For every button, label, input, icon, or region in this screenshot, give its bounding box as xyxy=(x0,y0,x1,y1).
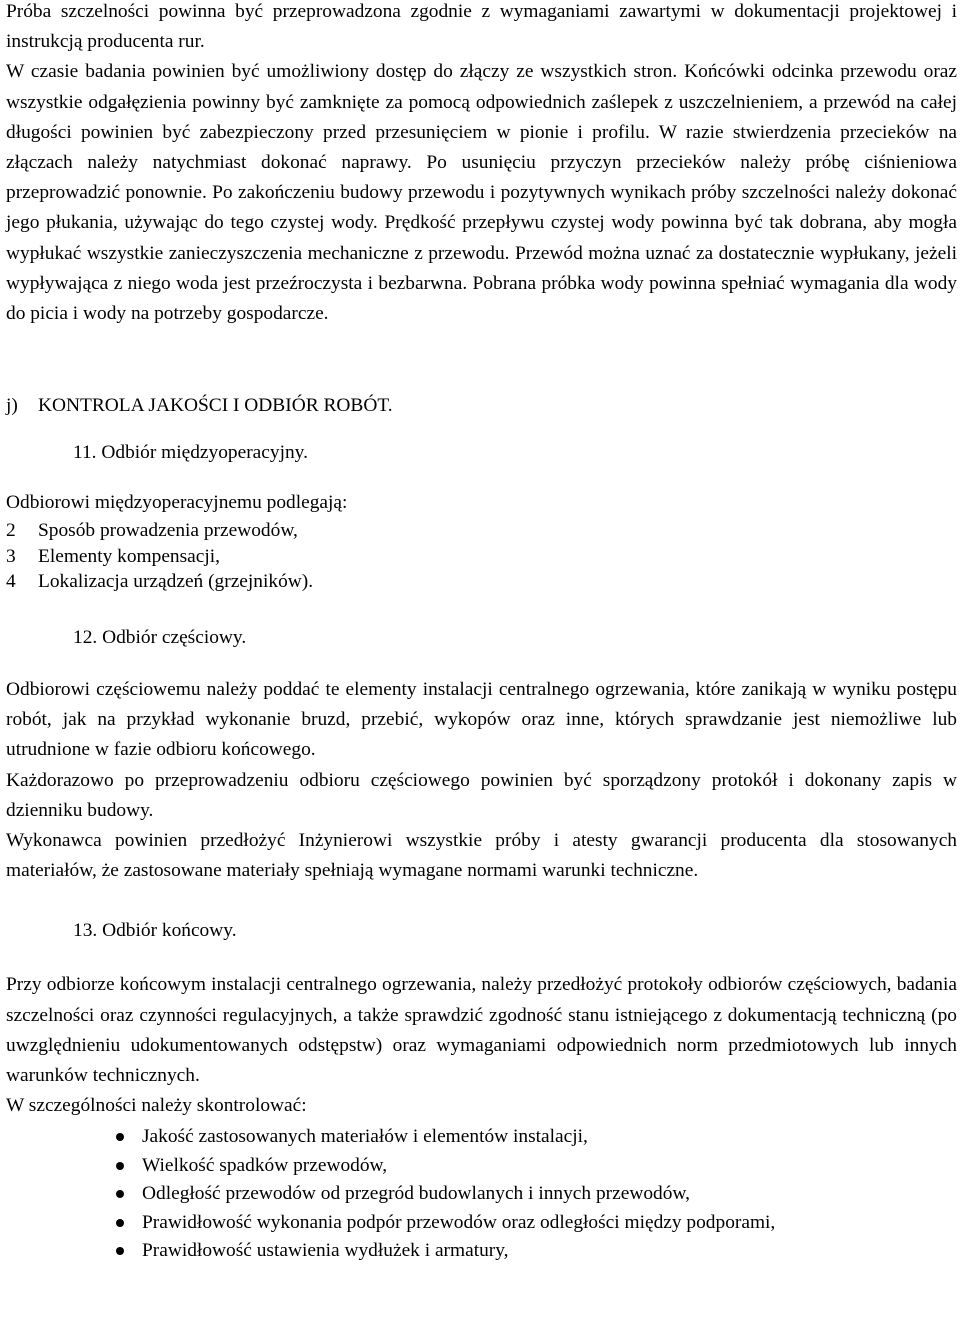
bullet-text: Prawidłowość wykonania podpór przewodów oraz odległości między podporami, xyxy=(142,1211,776,1233)
bullet-item xyxy=(6,1180,957,1208)
list-text: Sposób prowadzenia przewodów, xyxy=(38,520,298,542)
spacer xyxy=(6,468,957,488)
subheading-12: 12. Odbiór częściowy. xyxy=(73,626,247,648)
paragraph-test-procedure: W czasie badania powinien być umożliwiony dostęp do złączy ze wszystkich stron. Końcówki odcinka przewodu oraz wszystkie odgałęzienia powinny być zamknięte za pomocą odpowiednich zaślepek z uszczelnieniem, a przewód na całej długości powinien być zabezpieczony przed przesunięciem w pionie i profilu. W razie stwierdzenia przecieków na złączach należy natychmiast dokonać naprawy. Po usunięciu przyczyn przecieków należy próbę ciśnieniowa przeprowadzić ponownie. Po zakończeniu budowy przewodu i pozytywnych wynikach próby szczelności należy dokonać jego płukania, używając do tego czystej wody. Prędkość przepływu czystej wody powinna być tak dobrana, aby mogła wypłukać wszystkie zanieczyszczenia mechaniczne z przewodu. Przewód można uznać za dostatecznie wypłukany, jeżeli wypływająca z niego woda jest przeźroczysta i bezbarwna. Pobrana próbka wody powinna spełniać wymagania dla wody do picia i wody na potrzeby gospodarcze. xyxy=(6,61,957,325)
paragraph-12-protocol: Każdorazowo po przeprowadzeniu odbioru częściowego powinien być sporządzony protokół i dokonany zapis w dzienniku budowy. xyxy=(6,769,957,821)
document-page xyxy=(6,0,957,1265)
list-number: 4 xyxy=(6,571,16,593)
list-number: 2 xyxy=(6,520,16,542)
subheading-13: 13. Odbiór końcowy. xyxy=(73,920,237,942)
spacer xyxy=(6,886,957,916)
bullet-list-13 xyxy=(6,1123,957,1265)
list-number: 3 xyxy=(6,545,16,567)
bullet-item xyxy=(6,1152,957,1180)
list-item xyxy=(6,569,957,595)
section-heading-j xyxy=(6,391,957,421)
section-title: KONTROLA JAKOŚCI I ODBIÓR ROBÓT. xyxy=(38,395,393,417)
paragraph-13-final: Przy odbiorze końcowym instalacji centralnego ogrzewania, należy przedłożyć protokoły odbiorów częściowych, badania szczelności oraz czynności regulacyjnych, a także sprawdzić zgodność stanu istniejącego z dokumentacją techniczną (po uwzględnieniu udokumentowanych odstępstw) oraz wymaganiami odpowiednich norm przedmiotowych lub innych warunków technicznych. xyxy=(6,974,957,1086)
numbered-list-11 xyxy=(6,518,957,595)
spacer xyxy=(6,595,957,623)
paragraph-12-partial: Odbiorowi częściowemu należy poddać te elementy instalacji centralnego ogrzewania, które zanikają w wyniku postępu robót, jak na przykład wykonanie bruzd, przebić, wykopów oraz inne, których sprawdzanie jest niemożliwe lub utrudnione w fazie odbioru końcowego. xyxy=(6,678,957,761)
intro-13: W szczególności należy skontrolować: xyxy=(6,1095,307,1117)
spacer xyxy=(6,946,957,970)
subheading-11: 11. Odbiór międzyoperacyjny. xyxy=(73,442,308,464)
paragraph-pressure-test: Próba szczelności powinna być przeprowadzona zgodnie z wymaganiami zawartymi w dokumentacji projektowej i instrukcją producenta rur. xyxy=(6,1,957,53)
spacer xyxy=(6,421,957,438)
list-text: Elementy kompensacji, xyxy=(38,545,221,567)
bullet-text: Jakość zastosowanych materiałów i elementów instalacji, xyxy=(142,1126,588,1148)
bullet-item xyxy=(6,1123,957,1151)
list-item xyxy=(6,544,957,570)
bullet-text: Prawidłowość ustawienia wydłużek i armatury, xyxy=(142,1240,509,1261)
list-item xyxy=(6,518,957,544)
paragraph-12-certificates: Wykonawca powinien przedłożyć Inżynierowi wszystkie próby i atesty gwarancji producenta dla stosowanych materiałów, że zastosowane materiały spełniają wymagane normami warunki techniczne. xyxy=(6,829,957,882)
section-marker: j) xyxy=(6,395,18,417)
bullet-text: Odległość przewodów od przegród budowlanych i innych przewodów, xyxy=(142,1183,690,1205)
list-text: Lokalizacja urządzeń (grzejników). xyxy=(38,571,314,593)
bullet-item xyxy=(6,1237,957,1265)
spacer xyxy=(6,653,957,675)
bullet-item xyxy=(6,1209,957,1237)
bullet-text: Wielkość spadków przewodów, xyxy=(142,1154,388,1176)
spacer xyxy=(6,329,957,391)
intro-11: Odbiorowi międzyoperacyjnemu podlegają: xyxy=(6,492,348,514)
